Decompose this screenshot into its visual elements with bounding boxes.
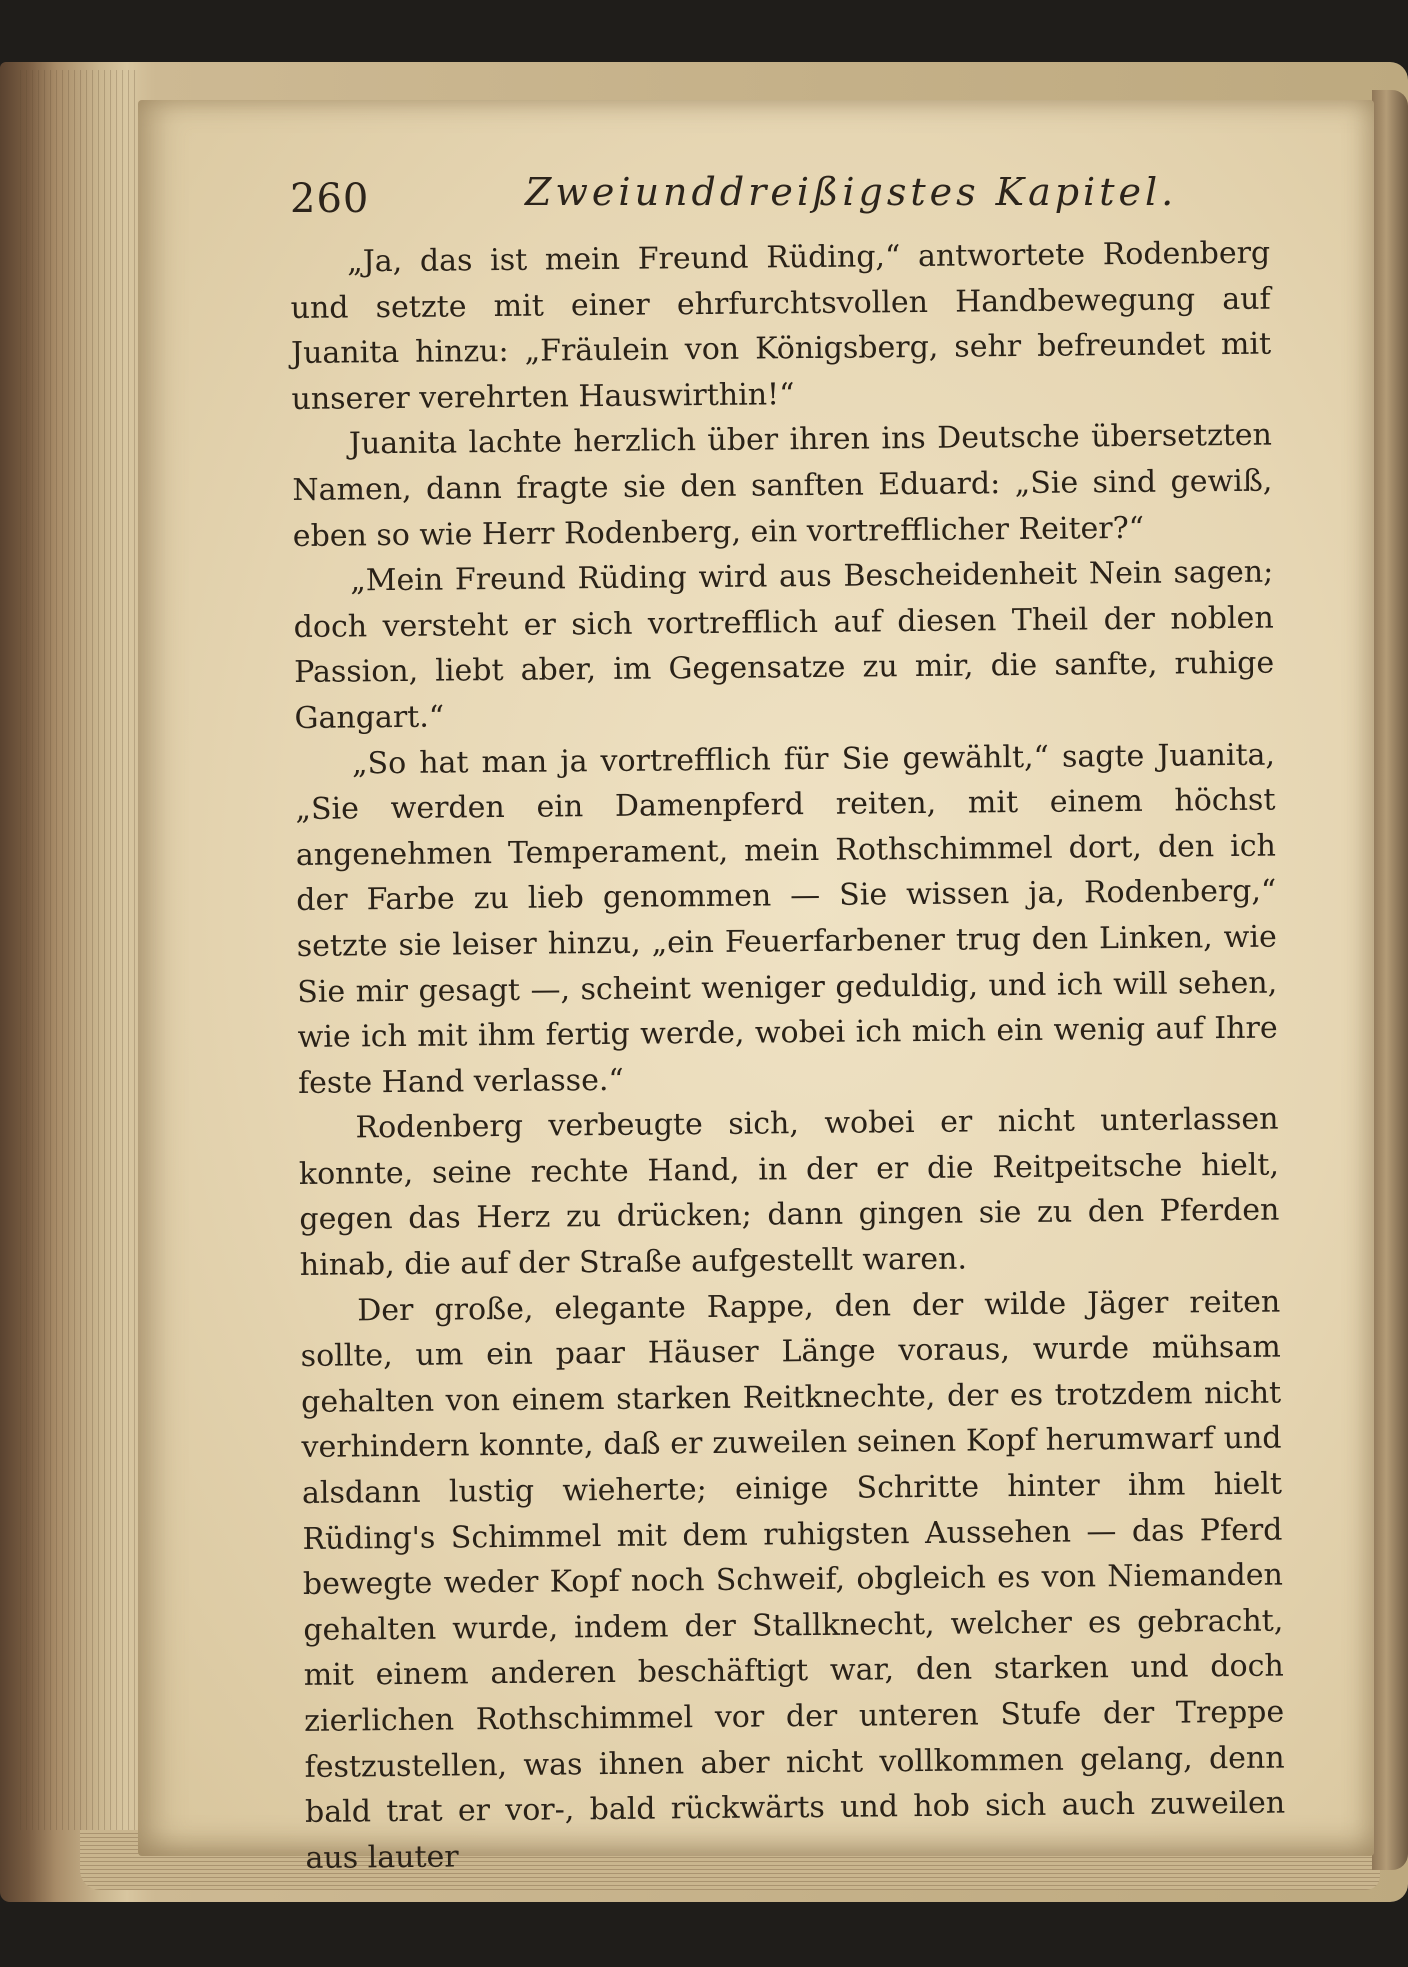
paragraph: „So hat man ja vortrefflich für Sie gewählt,“ sagte Juanita, „Sie werden ein Damenpferd reiten, mit einem höchst angenehmen Temperament, mein Rothschimmel dort, den ich der Farbe zu lieb genommen — Sie wissen ja, Rodenberg,“ setzte sie leiser hinzu, „ein Feuerfarbener trug den Linken, wie Sie mir gesagt —, scheint weniger geduldig, und ich will sehen, wie ich mit ihm fertig werde, wobei ich mich ein wenig auf Ihre feste Hand verlasse.“: [295, 737, 1278, 1101]
paragraph: „Mein Freund Rüding wird aus Bescheidenheit Nein sagen; doch versteht er sich vortrefflich auf diesen Theil der noblen Passion, liebt aber, im Gegensatze zu mir, die sanfte, ruhige Gangart.“: [293, 554, 1275, 736]
page-number: 260: [290, 176, 370, 222]
book-cover-edge: [1372, 90, 1408, 1870]
running-head: [290, 170, 1290, 230]
paragraph: Juanita lachte herzlich über ihren ins Deutsche übersetzten Namen, dann fragte sie den sanften Eduard: „Sie sind gewiß, eben so wie Herr Rodenberg, ein vortrefflicher Reiter?“: [292, 417, 1273, 554]
paragraph: „Ja, das ist mein Freund Rüding,“ antwortete Rodenberg und setzte mit einer ehrfurchtsvollen Handbewegung auf Juanita hinzu: „Fräulein von Königsberg, sehr befreundet mit unserer verehrten Hauswirthin!“: [290, 235, 1272, 417]
body-text: [290, 231, 1286, 1882]
chapter-title: Zweiunddreißigstes Kapitel.: [525, 170, 1178, 214]
page-edges-left: [20, 70, 140, 1830]
paragraph: Rodenberg verbeugte sich, wobei er nicht unterlassen konnte, seine rechte Hand, in der er die Reitpeitsche hielt, gegen das Herz zu drücken; dann gingen sie zu den Pferden hinab, die auf der Straße aufgestellt waren.: [298, 1101, 1280, 1284]
paragraph: Der große, elegante Rappe, den der wilde Jäger reiten sollte, um ein paar Häuser Länge voraus, wurde mühsam gehalten von einem starken Reitknechte, der es trotzdem nicht verhindern konnte, daß er zuweilen seinen Kopf herumwarf und alsdann lustig wieherte; einige Schritte hinter ihm hielt Rüding's Schimmel mit dem ruhigsten Aussehen — das Pferd bewegte weder Kopf noch Schweif, obgleich es von Niemanden gehalten wurde, indem der Stallknecht, welcher es gebracht, mit einem anderen beschäftigt war, den starken und doch zierlichen Rothschimmel vor der unteren Stufe der Treppe festzustellen, was ihnen aber nicht vollkommen gelang, denn bald trat er vor-, bald rückwärts und hob sich auch zuweilen aus lauter: [300, 1284, 1286, 1876]
